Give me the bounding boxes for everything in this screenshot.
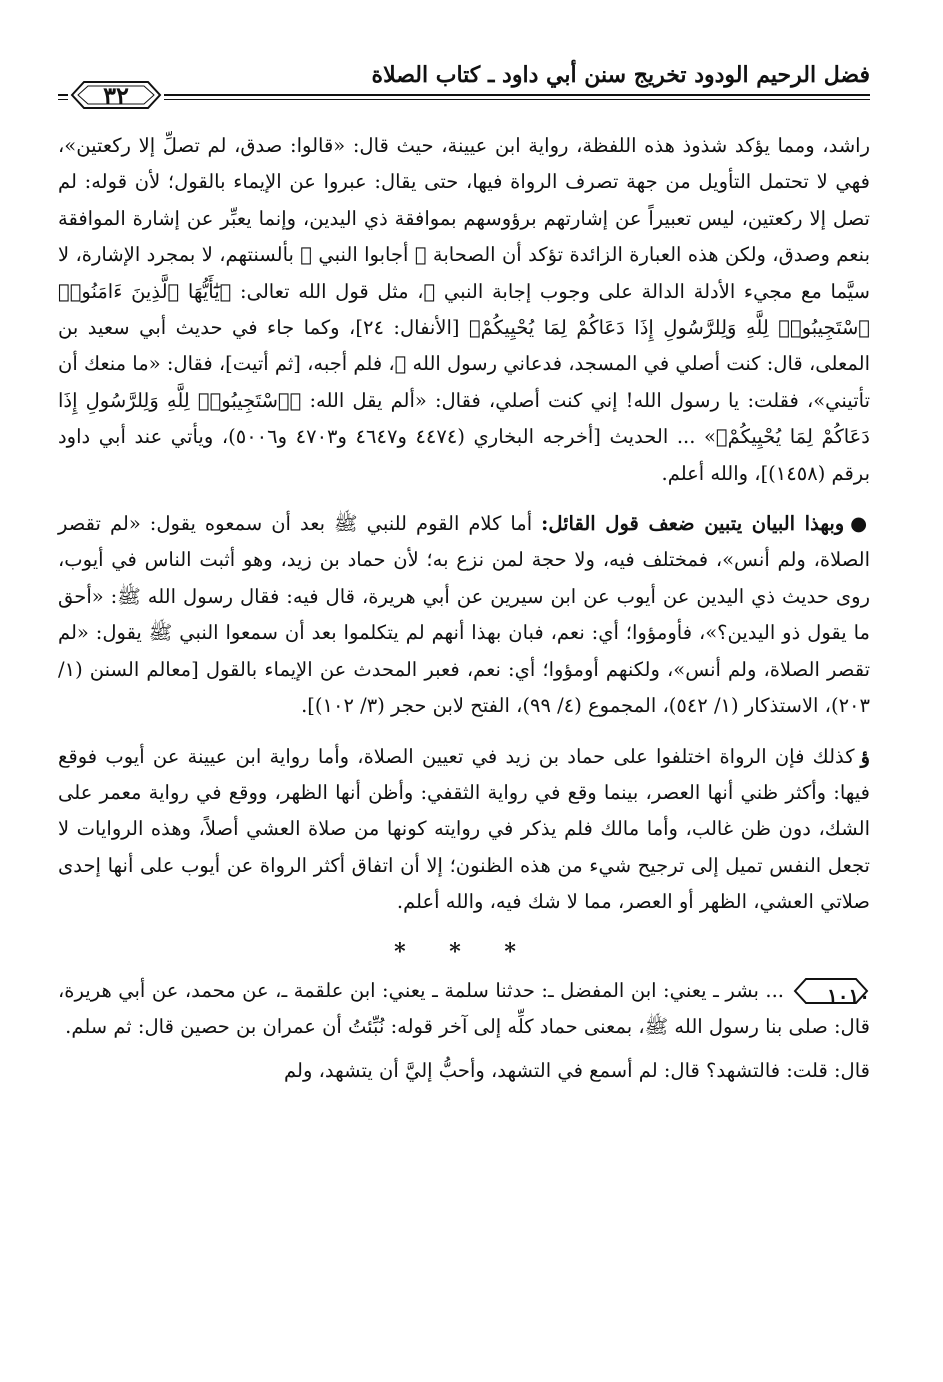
paragraph-3	[58, 739, 870, 921]
bullet-icon: ●	[850, 512, 870, 536]
section-separator: * * *	[394, 938, 534, 965]
page-number-badge	[68, 78, 164, 112]
paragraph-1: راشد، ومما يؤكد شذوذ هذه اللفظة، رواية ابن عيينة، حيث قال: «قالوا: صدق، لم تصلِّ إلا ركعتين»، فهي لا تحتمل التأويل من جهة تصرف الرواة فيها، حتى يقال: عبروا عن الإيماء بالقول؛ لأن قوله: لم تصل إلا ركعتين، ليس تعبيراً عن إشارتهم برؤوسهم بموافقة ذي اليدين، وإنما يعبِّر عن إشارة الموافقة بنعم وصدق، ولكن هذه العبارة الزائدة تؤكد أن الصحابة ﷺ أجابوا النبي ﷺ بألسنتهم، لا بمجرد الإشارة، لا سيَّما مع مجيء الأدلة الدالة على وجوب إجابة النبي ﷺ، مثل قول الله تعالى: ﴿يَٰٓأَيُّهَا ٱلَّذِينَ ءَامَنُوا۟ ٱسْتَجِيبُوا۟ لِلَّهِ وَلِلرَّسُولِ إِذَا دَعَاكُمْ لِمَا يُحْيِيكُمْ﴾ [الأنفال: ٢٤]، وكما جاء في حديث أبي سعيد بن المعلى، قال: كنت أصلي في المسجد، فدعاني رسول الله ﷺ، فلم أجبه، [ثم أتيت]، فقال: «ما منعك أن تأتيني»، فقلت: يا رسول الله! إني كنت أصلي، فقال: «ألم يقل الله: ﴿ٱسْتَجِيبُوا۟ لِلَّهِ وَلِلرَّسُولِ إِذَا دَعَاكُمْ لِمَا يُحْيِيكُمْ﴾» ... الحديث [أخرجه البخاري (٤٤٧٤ و٤٦٤٧ و٤٧٠٣ و٥٠٠٦)، ويأتي عند أبي داود برقم (١٤٥٨)]، والله أعلم.	[58, 134, 871, 485]
hadith-paragraph	[58, 973, 870, 1046]
page-header	[58, 48, 870, 110]
paragraph-2-lead: وبهذا البيان يتبين ضعف قول القائل:	[541, 512, 845, 536]
paragraph-2-body: أما كلام القوم للنبي ﷺ بعد أن سمعوه يقول: «لم تقصر الصلاة، ولم أنس»، فمختلف فيه، ولا حجة لمن نزع به؛ لأن حماد بن زيد، وهو أثبت الناس في أيوب، روى حديث ذي اليدين عن أيوب عن ابن سيرين عن أبي هريرة، قال فيه: فقال رسول الله ﷺ: «أحق ما يقول ذو اليدين؟»، فأومؤوا؛ أي: نعم، فبان بهذا أنهم لم يتكلموا بعد أن سمعوا النبي ﷺ يقول: «لم تقصر الصلاة، ولم أنس»، ولكنهم أومؤوا؛ أي: نعم، فعبر المحدث عن الإيماء بالقول [معالم السنن (١/ ٢٠٣)، الاستذكار (١/ ٥٤٢)، المجموع (٤/ ٩٩)، الفتح لابن حجر (٣/ ١٠٢)].	[58, 512, 870, 718]
hadith-number: ١٠١٠	[827, 984, 870, 1009]
paragraph-2	[58, 506, 870, 724]
running-title: فضل الرحيم الودود تخريج سنن أبي داود ـ كتاب الصلاة	[371, 62, 870, 88]
paragraph-3-body: كذلك فإن الرواة اختلفوا على حماد بن زيد في تعيين الصلاة، وأما رواية ابن عيينة عن أيوب فوقع فيها: وأكثر ظني أنها العصر، بينما وقع في رواية الثقفي: وأظن أنها الظهر، ووقع في رواية معمر على الشك، دون ظن غالب، وأما مالك فلم يذكر في روايته كونها من صلاة العشي أصلاً، وهذه الروايات لا تجعل النفس تميل إلى ترجيح شيء من هذه الظنون؛ إلا أن اتفاق أكثر الرواة عن أيوب على أنها إحدى صلاتي العشي، الظهر أو العصر، مما لا شك فيه، والله أعلم.	[58, 744, 870, 914]
hadith-number-badge	[792, 976, 870, 1009]
hadith-text: ... بشر ـ يعني: ابن المفضل ـ: حدثنا سلمة ـ يعني: ابن علقمة ـ، عن محمد، عن أبي هريرة، قال: صلى بنا رسول الله ﷺ، بمعنى حماد كلِّه إلى آخر قوله: نُبِّئتُ أن عمران بن حصين قال: ثم سلم.	[58, 978, 870, 1038]
header-rule	[58, 94, 870, 100]
page	[58, 48, 870, 1090]
bullet-icon: ؤ	[860, 744, 870, 768]
paragraph-5: قال: قلت: فالتشهد؟ قال: لم أسمع في التشهد، وأحبُّ إليَّ أن يتشهد، ولم	[284, 1059, 870, 1083]
page-number: ٣٢	[103, 80, 129, 110]
